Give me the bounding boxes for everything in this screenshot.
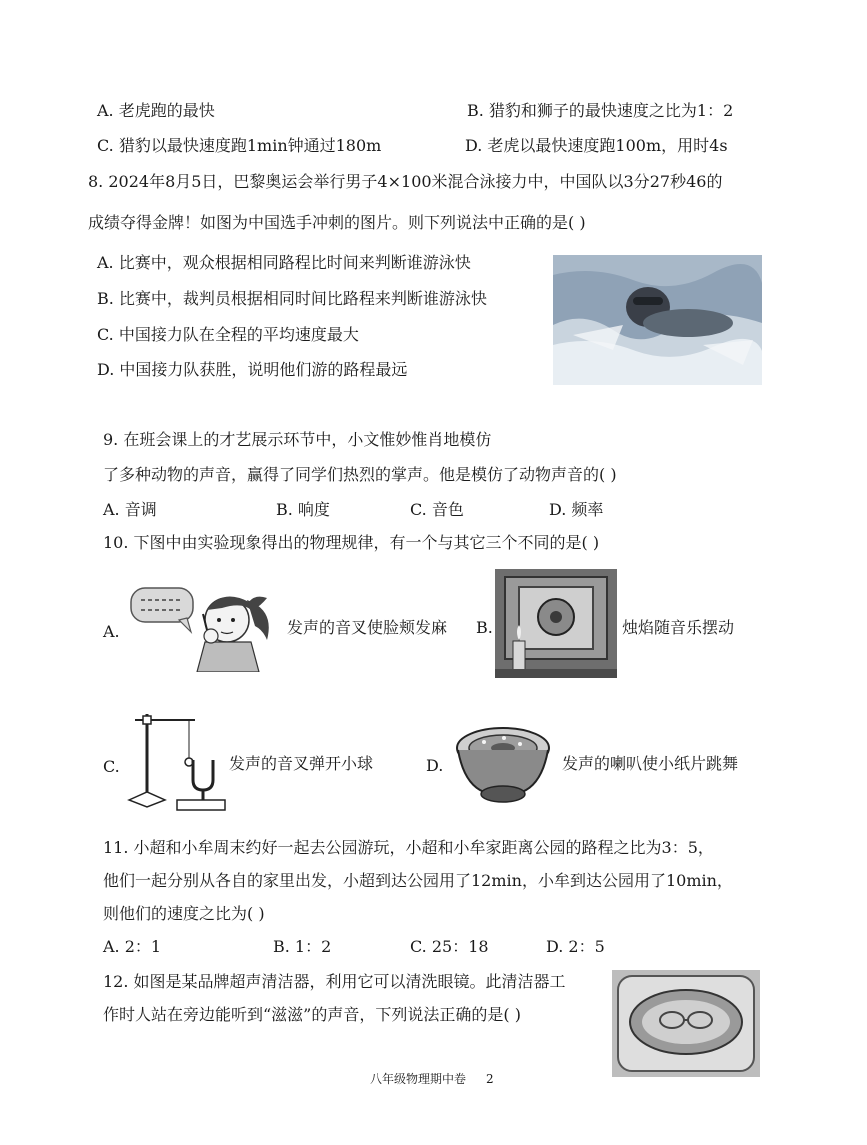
girl-tuning-fork-illustration: [127, 580, 282, 672]
q10-label-d: D.: [426, 756, 444, 775]
q11-stem-line1: 11. 小超和小牟周末约好一起去公园游玩，小超和小牟家距离公园的路程之比为3：5，: [103, 838, 714, 857]
swimmer-photo: [553, 255, 762, 385]
q9-stem-line1: 9. 在班会课上的才艺展示环节中，小文惟妙惟肖地模仿: [103, 430, 492, 449]
q12-stem-line1: 12. 如图是某品牌超声清洁器，利用它可以清洗眼镜。此清洁器工: [103, 972, 566, 991]
q11-stem-line3: 则他们的速度之比为( ): [103, 904, 265, 923]
q7-option-a: A. 老虎跑的最快: [97, 101, 215, 120]
q9-option-c: C. 音色: [410, 500, 464, 519]
tuning-fork-ball-illustration: [127, 708, 227, 813]
q11-option-b: B. 1：2: [273, 937, 332, 956]
q10-label-b: B.: [476, 618, 493, 637]
q10-text-c: 发声的音叉弹开小球: [229, 754, 374, 773]
q10-text-d: 发声的喇叭使小纸片跳舞: [562, 754, 739, 773]
q8-option-d: D. 中国接力队获胜，说明他们游的路程最远: [97, 360, 408, 379]
q7-option-d: D. 老虎以最快速度跑100m，用时4s: [465, 136, 728, 155]
q10-label-a: A.: [103, 622, 120, 641]
q11-stem-line2: 他们一起分别从各自的家里出发，小超到达公园用了12min，小牟到达公园用了10min，: [103, 871, 733, 890]
footer-title: 八年级物理期中卷: [370, 1072, 467, 1086]
ultrasonic-cleaner-photo: [612, 970, 760, 1077]
q8-option-a: A. 比赛中，观众根据相同路程比时间来判断谁游泳快: [97, 253, 471, 272]
q8-stem-line1: 8. 2024年8月5日，巴黎奥运会举行男子4×100米混合泳接力中，中国队以3分27秒46的: [88, 172, 723, 191]
q11-option-c: C. 25：18: [410, 937, 489, 956]
loudspeaker-illustration: [454, 724, 553, 806]
q8-option-c: C. 中国接力队在全程的平均速度最大: [97, 325, 359, 344]
q9-stem-line2: 了多种动物的声音，赢得了同学们热烈的掌声。他是模仿了动物声音的( ): [103, 465, 617, 484]
q9-option-b: B. 响度: [276, 500, 330, 519]
q10-text-b: 烛焰随音乐摆动: [622, 618, 735, 637]
q11-option-a: A. 2：1: [103, 937, 162, 956]
q10-label-c: C.: [103, 757, 120, 776]
q9-option-a: A. 音调: [103, 500, 157, 519]
q8-option-b: B. 比赛中，裁判员根据相同时间比路程来判断谁游泳快: [97, 289, 487, 308]
page-number: 2: [486, 1072, 494, 1086]
speaker-candle-photo: [495, 569, 617, 678]
q7-option-c: C. 猎豹以最快速度跑1min钟通过180m: [97, 136, 382, 155]
q8-stem-line2: 成绩夺得金牌！如图为中国选手冲刺的图片。则下列说法中正确的是( ): [88, 213, 586, 232]
q12-stem-line2: 作时人站在旁边能听到“滋滋”的声音，下列说法正确的是( ): [103, 1005, 521, 1024]
q10-stem: 10. 下图中由实验现象得出的物理规律，有一个与其它三个不同的是( ): [103, 533, 600, 552]
q11-option-d: D. 2：5: [546, 937, 605, 956]
q10-text-a: 发声的音叉使脸颊发麻: [287, 618, 448, 637]
q9-option-d: D. 频率: [549, 500, 604, 519]
q7-option-b: B. 猎豹和狮子的最快速度之比为1：2: [467, 101, 734, 120]
